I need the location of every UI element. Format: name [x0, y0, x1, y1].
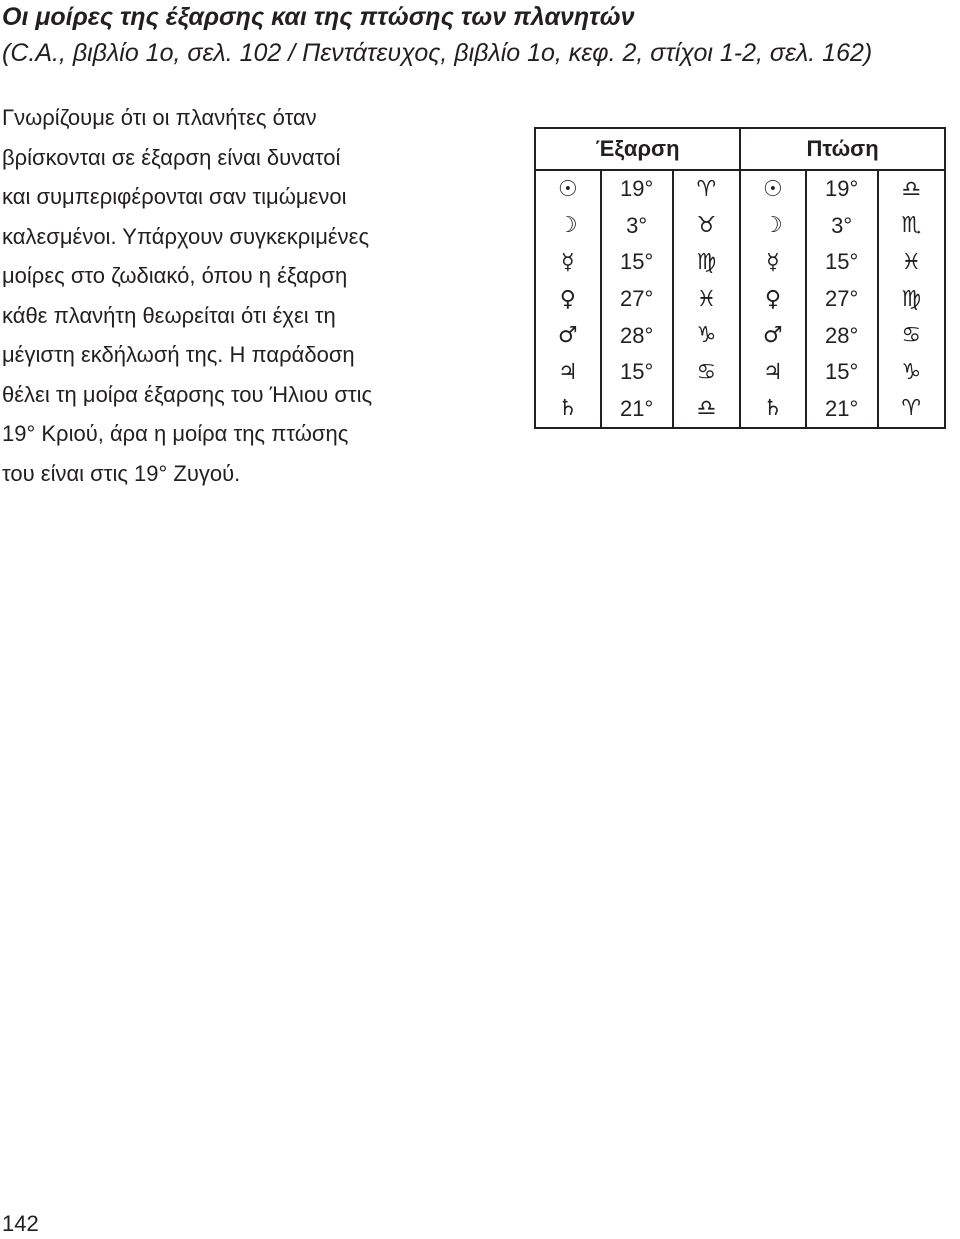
table-row [535, 317, 945, 354]
exaltation-degree: 15° [601, 354, 673, 391]
body-line: κάθε πλανήτη θεωρείται ότι έχει τη [2, 302, 336, 328]
table-row [535, 354, 945, 391]
exaltation-sign-glyph: ♑ [673, 317, 741, 354]
body-line: και συμπεριφέρονται σαν τιμώμενοι [2, 184, 347, 209]
fall-degree: 15° [806, 244, 878, 281]
fall-sign-glyph: ♓ [878, 244, 945, 281]
fall-sign-glyph: ♋ [878, 317, 945, 354]
planet-glyph: ☽ [557, 213, 578, 239]
fall-planet-glyph: ♂ [740, 317, 806, 354]
exaltation-sign-glyph: ♎ [673, 391, 741, 429]
body-paragraph [2, 98, 472, 493]
fall-sign-glyph: ♎ [878, 170, 945, 208]
exaltation-degree: 19° [601, 170, 673, 208]
fall-sign-glyph: ♈ [878, 391, 945, 429]
exaltation-sign-glyph: ♓ [673, 281, 741, 318]
exaltation-sign-glyph: ♈ [673, 170, 741, 208]
table-row [535, 391, 945, 429]
exaltation-degree: 15° [601, 244, 673, 281]
fall-planet-glyph: ♄ [740, 391, 806, 429]
fall-planet-glyph: ☽ [740, 208, 806, 245]
fall-degree: 15° [806, 354, 878, 391]
exaltation-fall-table [534, 127, 946, 429]
table-row [535, 281, 945, 318]
page-number: 142 [2, 1211, 39, 1236]
table-row [535, 244, 945, 281]
planet-glyph: ♂ [557, 323, 578, 349]
exaltation-degree: 3° [601, 208, 673, 245]
fall-planet-glyph: ♃ [740, 354, 806, 391]
fall-degree: 3° [806, 208, 878, 245]
planet-glyph: ♄ [557, 396, 578, 422]
fall-degree: 21° [806, 391, 878, 429]
table-row [535, 170, 945, 208]
source-reference: (C.A., βιβλίο 1ο, σελ. 102 / Πεντάτευχος, βιβλίο 1ο, κεφ. 2, στίχοι 1-2, σελ. 162) [2, 39, 873, 67]
table-row [535, 208, 945, 245]
planet-glyph: ☿ [561, 249, 575, 275]
fall-sign-glyph: ♏ [878, 208, 945, 245]
exaltation-sign-glyph: ♉ [673, 208, 741, 245]
fall-header: Πτώση [740, 128, 945, 170]
body-line: του είναι στις 19° Ζυγού. [2, 460, 241, 486]
fall-degree: 19° [806, 170, 878, 208]
body-line: μέγιστη εκδήλωσή της. Η παράδοση [2, 342, 355, 367]
page-title: Οι μοίρες της έξαρσης και της πτώσης των πλανητών [2, 3, 635, 31]
body-line: Γνωρίζουμε ότι οι πλανήτες όταν [2, 105, 317, 130]
fall-planet-glyph: ☿ [740, 244, 806, 281]
exaltation-degree: 21° [601, 391, 673, 429]
exaltation-sign-glyph: ♍ [673, 244, 741, 281]
fall-degree: 28° [806, 317, 878, 354]
body-line: καλεσμένοι. Υπάρχουν συγκεκριμένες [2, 223, 370, 249]
fall-planet-glyph: ☉ [740, 170, 806, 208]
planet-glyph: ♃ [557, 359, 578, 385]
fall-sign-glyph: ♑ [878, 354, 945, 391]
fall-planet-glyph: ♀ [740, 281, 806, 318]
body-line: μοίρες στο ζωδιακό, όπου η έξαρση [2, 263, 348, 288]
planet-glyph: ♀ [559, 286, 576, 312]
planet-glyph: ☉ [557, 176, 578, 202]
exaltation-sign-glyph: ♋ [673, 354, 741, 391]
body-line: 19° Κριού, άρα η μοίρα της πτώσης [2, 421, 349, 446]
fall-degree: 27° [806, 281, 878, 318]
body-line: θέλει τη μοίρα έξαρσης του Ήλιου στις [2, 381, 373, 407]
body-line: βρίσκονται σε έξαρση είναι δυνατοί [2, 144, 341, 170]
exaltation-degree: 28° [601, 317, 673, 354]
table-header-row [535, 128, 945, 170]
exaltation-header: Έξαρση [535, 128, 740, 170]
table-body [535, 170, 945, 428]
exaltation-degree: 27° [601, 281, 673, 318]
fall-sign-glyph: ♍ [878, 281, 945, 318]
